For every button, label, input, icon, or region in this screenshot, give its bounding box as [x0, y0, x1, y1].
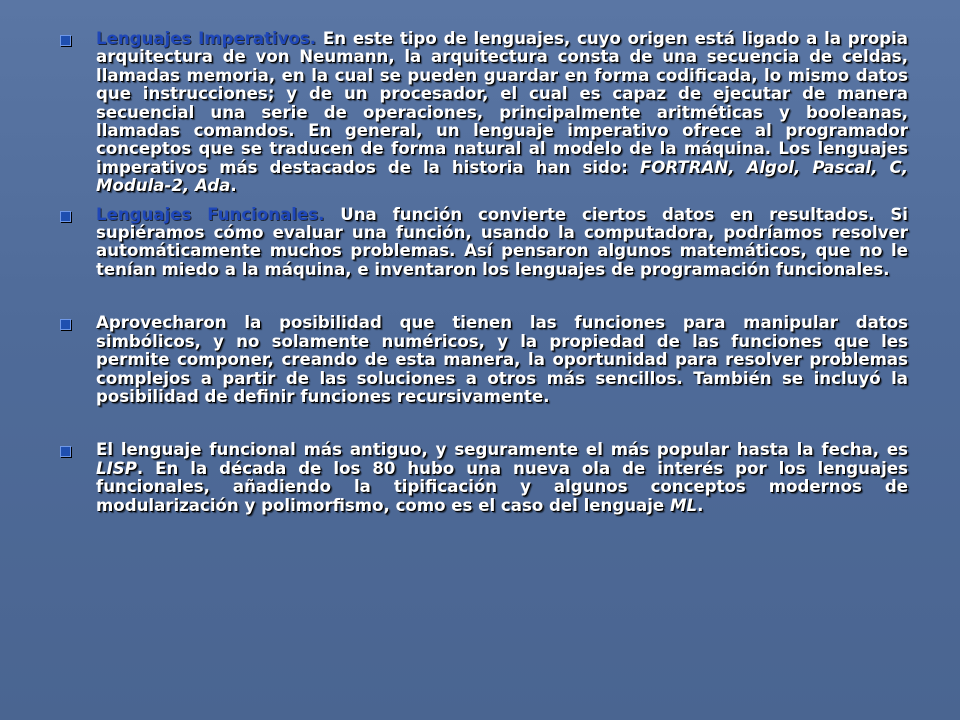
- bullet-imperativos: [56, 30, 908, 196]
- bullet-text: Una función convierte ciertos datos en resultados. Si supiéramos cómo evaluar una función, usando la computadora, podríamos resolver automáticamente muchos problemas. Así pensaron algunos matemáticos, que no le tenían miedo a la máquina, e inventaron los lenguajes de programación funcionales.: [96, 204, 908, 279]
- bullet-text-2: . En la década de los 80 hubo una nueva ola de interés por los lenguajes funcionales, añadiendo la tipificación y algunos conceptos modernos de modularización y polimorfismo, como es el caso del lenguaje: [96, 458, 908, 515]
- bullet-lisp: [56, 441, 908, 515]
- bullet-square-icon: [60, 446, 71, 457]
- bullet-end: .: [697, 495, 704, 515]
- bullet-square-icon: [60, 35, 71, 46]
- term-heading: Lenguajes Imperativos.: [96, 29, 317, 48]
- lisp-name: LISP: [96, 458, 137, 478]
- bullet-text: En este tipo de lenguajes, cuyo origen está ligado a la propia arquitectura de von Neumann, la arquitectura consta de una secuencia de celdas, llamadas memoria, en la cual se pueden guardar en forma codificada, lo mismo datos que instrucciones; y de un procesador, el cual es capaz de ejecutar de manera secuencial una serie de operaciones, principalmente aritméticas y booleanas, llamadas comandos. En general, un lenguaje imperativo ofrece al programador conceptos que se traducen de forma natural al modelo de la máquina. Los lenguajes imperativos más destacados de la historia han sido:: [96, 29, 909, 177]
- bullet-text: Aprovecharon la posibilidad que tienen las funciones para manipular datos simbólicos, y no solamente numéricos, y la propiedad de las funciones que les permite componer, creando de esta manera, la oportunidad para resolver problemas complejos a partir de las soluciones a otros más sencillos. También se incluyó la posibilidad de definir funciones recursivamente.: [96, 313, 908, 406]
- term-heading: Lenguajes Funcionales.: [96, 204, 325, 224]
- bullet-funcionales: [56, 206, 908, 280]
- bullet-aprovecharon: [56, 314, 908, 406]
- bullet-square-icon: [60, 319, 71, 330]
- language-list: FORTRAN, Algol, Pascal, C, Modula-2, Ada: [96, 157, 908, 196]
- bullet-end: .: [230, 176, 237, 196]
- bullet-text: El lenguaje funcional más antiguo, y seguramente el más popular hasta la fecha, es: [96, 440, 908, 460]
- bullet-square-icon: [60, 211, 71, 222]
- ml-name: ML: [669, 495, 698, 515]
- bullet-list: [56, 30, 908, 515]
